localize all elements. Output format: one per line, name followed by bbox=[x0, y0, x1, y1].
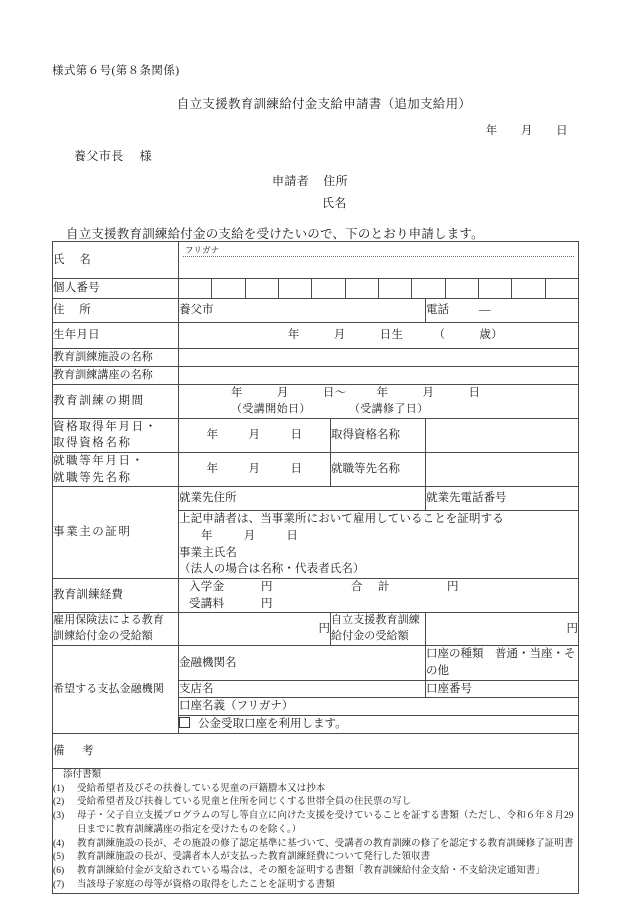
individual-number-box[interactable] bbox=[512, 279, 545, 298]
cert-date-month: 月 bbox=[243, 529, 257, 542]
individual-number-box[interactable] bbox=[379, 279, 412, 298]
employer-certification-date bbox=[179, 528, 578, 545]
individual-number-box[interactable] bbox=[246, 279, 279, 298]
checkbox-icon[interactable] bbox=[179, 717, 190, 728]
list-item bbox=[53, 865, 578, 879]
attachment-number: (3) bbox=[53, 811, 65, 822]
individual-number-box[interactable] bbox=[179, 279, 212, 298]
bank-label: 希望する支払金融機関 bbox=[53, 646, 179, 734]
employment-name-input-cell[interactable] bbox=[426, 452, 579, 486]
support-benefit-label-line1: 自立支援教育訓練 bbox=[331, 614, 420, 627]
employer-corporate-note: （法人の場合は名称・代表者氏名） bbox=[179, 563, 365, 576]
bank-branch-label: 支店名 bbox=[179, 682, 214, 695]
individual-number-box[interactable] bbox=[212, 279, 245, 298]
attachment-text: 当該母子家庭の母等が資格の取得をしたことを証明する書類 bbox=[77, 880, 335, 891]
employer-certification-statement: 上記申請者は、当事業所において雇用していることを証明する bbox=[179, 513, 504, 526]
employment-label-line1: 就職等年月日・ bbox=[53, 454, 145, 467]
phone-dash: ― bbox=[479, 304, 491, 317]
individual-number-box[interactable] bbox=[546, 279, 578, 298]
facility-name-input-cell[interactable] bbox=[179, 349, 579, 367]
employment-name-label: 就職等先名称 bbox=[331, 452, 426, 486]
addressee-honorific: 様 bbox=[139, 149, 153, 163]
individual-number-boxes[interactable] bbox=[179, 279, 578, 298]
individual-number-box[interactable] bbox=[412, 279, 445, 298]
remarks-label: 備 考 bbox=[53, 744, 97, 757]
phone-label: 電話 bbox=[426, 304, 449, 317]
period-start-year: 年 bbox=[231, 387, 243, 399]
form-number: 様式第６号(第８条関係) bbox=[52, 65, 180, 77]
course-name-label: 教育訓練講座の名称 bbox=[53, 367, 179, 385]
birthdate-input-cell[interactable] bbox=[179, 323, 579, 349]
qualification-year: 年 bbox=[206, 428, 219, 441]
insurance-benefit-unit: 円 bbox=[318, 622, 330, 635]
bank-account-number-cell[interactable] bbox=[426, 680, 579, 698]
attachments-cell bbox=[53, 768, 579, 893]
training-cost-cell[interactable] bbox=[179, 578, 579, 612]
employer-certification-cell[interactable] bbox=[179, 511, 579, 579]
insurance-benefit-label-line2: 訓練給付金の受給額 bbox=[53, 630, 153, 643]
page-title: 自立支援教育訓練給付金支給申請書（追加支給用） bbox=[176, 97, 472, 111]
training-cost-line-tuition bbox=[179, 596, 578, 613]
attachments-list bbox=[53, 783, 578, 893]
table-row-employment bbox=[53, 452, 579, 486]
applicant-address-label: 住所 bbox=[323, 174, 349, 188]
attachment-text: 教育訓練給付金が支給されている場合は、その額を証明する書類「教育訓練給付金支給・不支給決定通知書」 bbox=[77, 866, 545, 877]
workplace-phone-label: 就業先電話番号 bbox=[426, 492, 507, 505]
bank-account-number-label: 口座番号 bbox=[426, 682, 472, 695]
insurance-benefit-label-line1: 雇用保険法による教育 bbox=[53, 614, 164, 627]
table-row-address bbox=[53, 299, 579, 323]
attachment-number: (1) bbox=[53, 783, 65, 794]
table-row-facility-name bbox=[53, 349, 579, 367]
bank-institution-cell[interactable] bbox=[179, 646, 426, 680]
period-end-note: （受講修了日） bbox=[348, 402, 429, 415]
individual-number-box[interactable] bbox=[279, 279, 312, 298]
bank-branch-cell[interactable] bbox=[179, 680, 426, 698]
address-input-cell[interactable] bbox=[179, 299, 426, 323]
individual-number-box[interactable] bbox=[446, 279, 479, 298]
total-label: 合 計 bbox=[351, 580, 392, 593]
qualification-day: 日 bbox=[290, 428, 303, 441]
period-start-day: 日～ bbox=[322, 387, 347, 399]
period-start-note: （受講開始日） bbox=[231, 402, 311, 415]
tuition-unit: 円 bbox=[261, 597, 273, 610]
application-table bbox=[52, 241, 579, 894]
name-input-cell[interactable] bbox=[179, 242, 579, 279]
employment-month: 月 bbox=[248, 463, 261, 476]
training-period-label: 教育訓練の期間 bbox=[53, 385, 179, 419]
list-item bbox=[53, 810, 578, 838]
support-benefit-label bbox=[331, 613, 426, 646]
attachment-text: 教育訓練施設の長が、受講者本人が支払った教育訓練経費について発行した領収書 bbox=[77, 852, 431, 863]
individual-number-box[interactable] bbox=[346, 279, 379, 298]
address-city-prefix: 養父市 bbox=[179, 304, 214, 317]
insurance-benefit-label bbox=[53, 613, 179, 646]
applicant-label: 申請者 bbox=[272, 174, 310, 188]
birth-month-label: 月 bbox=[333, 329, 346, 342]
workplace-address-cell[interactable] bbox=[179, 487, 426, 511]
public-account-label: 公金受取口座を利用します。 bbox=[198, 718, 347, 731]
admission-fee-unit: 円 bbox=[261, 580, 273, 593]
period-start-month: 月 bbox=[276, 387, 289, 399]
employment-label bbox=[53, 452, 179, 486]
applicant-address-line bbox=[272, 172, 348, 189]
birth-day-label: 日生 bbox=[379, 329, 404, 342]
bank-institution-label: 金融機関名 bbox=[179, 656, 237, 669]
workplace-address-label: 就業先住所 bbox=[179, 492, 237, 505]
qualification-name-input-cell[interactable] bbox=[426, 418, 579, 452]
attachment-text: 受給希望者及びその扶養している児童の戸籍謄本又は抄本 bbox=[77, 783, 326, 794]
bank-account-type-cell[interactable] bbox=[426, 646, 579, 680]
birthdate-label: 生年月日 bbox=[53, 323, 179, 349]
course-name-input-cell[interactable] bbox=[179, 367, 579, 385]
training-cost-line-admission bbox=[179, 579, 578, 596]
attachment-text: 母子・父子自立支援プログラムの写し等自立に向けた支援を受けていることを証する書類（ただし、令和６年８月29日までに教育訓練講座の指定を受けたものを除く。） bbox=[77, 811, 574, 835]
lead-sentence: 自立支援教育訓練給付金の支給を受けたいので、下のとおり申請します。 bbox=[66, 227, 484, 241]
qualification-month: 月 bbox=[248, 428, 261, 441]
bank-account-type-label: 口座の種類 普通・当座・その他 bbox=[426, 648, 576, 677]
bank-account-holder-label: 口座名義（フリガナ） bbox=[179, 700, 294, 713]
table-row-training-cost bbox=[53, 578, 579, 612]
tuition-label: 受講料 bbox=[189, 597, 225, 610]
training-period-input-cell[interactable] bbox=[179, 385, 579, 419]
employment-date-cell[interactable] bbox=[179, 452, 331, 486]
employment-label-line2: 就職等先名称 bbox=[53, 471, 132, 484]
remarks-cell[interactable] bbox=[53, 733, 579, 768]
table-row-qualification bbox=[53, 418, 579, 452]
phone-cell[interactable] bbox=[426, 299, 579, 323]
age-unit-label: 歳） bbox=[479, 329, 504, 342]
bank-account-holder-cell[interactable] bbox=[179, 698, 579, 716]
qualification-label-line2: 取得資格名称 bbox=[53, 437, 132, 450]
table-row-workplace bbox=[53, 487, 579, 511]
age-open-paren: （ bbox=[433, 329, 446, 342]
cert-date-year: 年 bbox=[201, 529, 214, 542]
public-account-cell[interactable] bbox=[179, 715, 579, 733]
applicant-name-line bbox=[322, 194, 347, 211]
total-unit: 円 bbox=[447, 580, 459, 593]
date-year-label: 年 bbox=[485, 125, 498, 137]
list-item bbox=[53, 783, 578, 797]
support-benefit-amount-cell[interactable] bbox=[426, 613, 579, 646]
facility-name-label: 教育訓練施設の名称 bbox=[53, 349, 179, 367]
attachments-heading: 添付書類 bbox=[63, 769, 102, 780]
qualification-date-cell[interactable] bbox=[179, 418, 331, 452]
table-row-remarks bbox=[53, 733, 579, 768]
applicant-name-label: 氏名 bbox=[322, 196, 347, 210]
training-cost-label: 教育訓練経費 bbox=[53, 578, 179, 612]
list-item bbox=[53, 796, 578, 810]
individual-number-label: 個人番号 bbox=[53, 279, 179, 299]
period-end-year: 年 bbox=[376, 387, 389, 399]
individual-number-box[interactable] bbox=[312, 279, 345, 298]
table-row-insurance-benefit bbox=[53, 613, 579, 646]
date-day-label: 日 bbox=[556, 125, 568, 137]
table-row-individual-number bbox=[53, 279, 579, 299]
table-row-attachments bbox=[53, 768, 579, 893]
employment-day: 日 bbox=[290, 463, 303, 476]
name-label: 氏 名 bbox=[53, 242, 179, 279]
qualification-label bbox=[53, 418, 179, 452]
addressee bbox=[74, 147, 152, 164]
admission-fee-label: 入学金 bbox=[189, 580, 225, 593]
table-row-course-name bbox=[53, 367, 579, 385]
attachment-number: (5) bbox=[53, 852, 65, 863]
insurance-benefit-amount-cell[interactable] bbox=[179, 613, 331, 646]
birth-year-label: 年 bbox=[287, 329, 300, 342]
attachment-text: 受給希望者及び扶養している児童と住所を同じくする世帯全員の住民票の写し bbox=[77, 797, 412, 808]
workplace-phone-cell[interactable] bbox=[426, 487, 579, 511]
table-row-name bbox=[53, 242, 579, 279]
attachment-number: (2) bbox=[53, 797, 65, 808]
attachment-text: 教育訓練施設の長が、その施設の修了認定基準に基づいて、受講者の教育訓練の修了を認定する教育訓練修了証明書 bbox=[77, 838, 574, 849]
table-row-bank-institution bbox=[53, 646, 579, 680]
table-row-birthdate bbox=[53, 323, 579, 349]
qualification-name-label: 取得資格名称 bbox=[331, 418, 426, 452]
individual-number-box[interactable] bbox=[479, 279, 512, 298]
address-label: 住 所 bbox=[53, 299, 179, 323]
submission-date-line bbox=[486, 122, 568, 138]
employer-certification-label: 事業主の証明 bbox=[53, 487, 179, 579]
support-benefit-unit: 円 bbox=[566, 622, 579, 635]
date-month-label: 月 bbox=[520, 125, 533, 137]
attachment-number: (4) bbox=[53, 838, 65, 849]
attachment-number: (7) bbox=[53, 880, 65, 891]
list-item bbox=[53, 851, 578, 865]
support-benefit-label-line2: 給付金の受給額 bbox=[331, 630, 409, 643]
attachment-number: (6) bbox=[53, 866, 65, 877]
list-item bbox=[53, 879, 578, 893]
employment-year: 年 bbox=[206, 463, 219, 476]
individual-number-cell[interactable] bbox=[179, 279, 579, 299]
cert-date-day: 日 bbox=[286, 529, 300, 542]
furigana-label: フリガナ bbox=[185, 245, 220, 255]
employer-owner-name-label: 事業主氏名 bbox=[179, 546, 237, 559]
qualification-label-line1: 資格取得年月日・ bbox=[53, 420, 158, 433]
addressee-name: 養父市長 bbox=[74, 149, 124, 163]
list-item bbox=[53, 838, 578, 852]
table-row-training-period bbox=[53, 385, 579, 419]
furigana-rule bbox=[183, 256, 574, 257]
period-end-month: 月 bbox=[422, 387, 435, 399]
period-end-day: 日 bbox=[468, 387, 481, 399]
